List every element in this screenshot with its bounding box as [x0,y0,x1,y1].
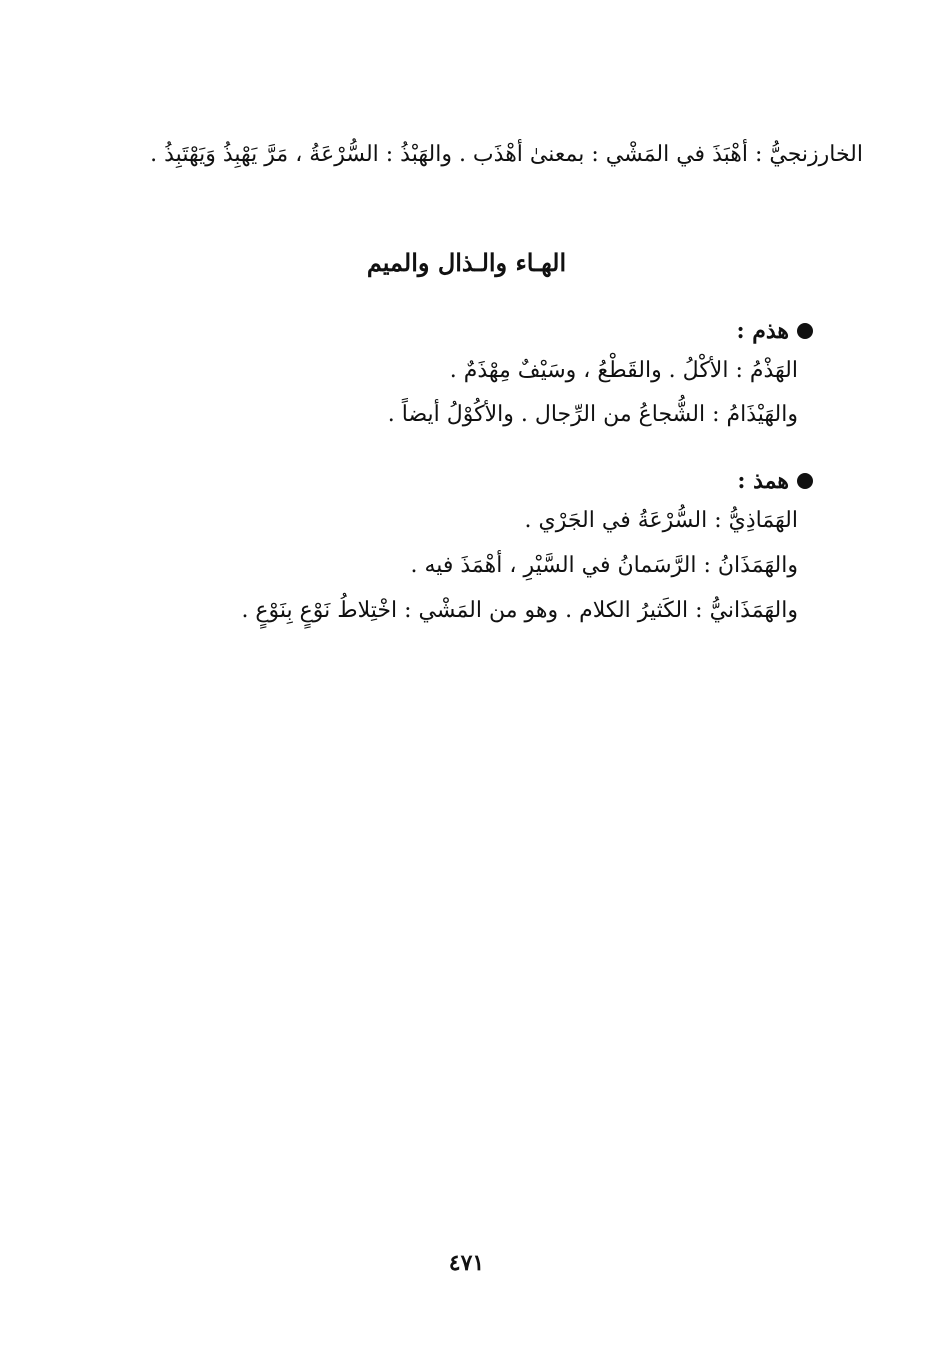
intro-paragraph: الخارزنجيُّ : أهْبَذَ في المَشْي : بمعنىٰ أهْذَب . والهَبْذُ : السُّرْعَةُ ، مَرَّ يَهْبِذُ وَيَهْتَبِذُ . [150,142,863,167]
section-title: الهـاء والـذال والميم [366,248,567,277]
entry-headword: همذ : [737,468,789,494]
entry-headword: هذم : [736,318,789,344]
entry-heading [737,468,813,494]
entry-line: الهَذْمُ : الأكْلُ . والقَطْعُ ، وسَيْفٌ مِهْذَمٌ . [449,358,798,383]
bullet-icon [797,323,813,339]
bullet-icon [797,473,813,489]
entry-line: والهَمَذَانُ : الرَّسَمانُ في السَّيْرِ ، أهْمَذَ فيه . [410,553,798,578]
page-number: ٤٧١ [448,1250,485,1276]
entry-heading [736,318,813,344]
entry-line: والهَمَذَانيُّ : الكَثيرُ الكلام . وهو من المَشْي : اخْتِلاطُ نَوْعٍ بِنَوْعٍ . [241,598,798,623]
entry-line: الهَمَاذِيُّ : السُّرْعَةُ في الجَرْي . [524,508,798,533]
entry-line: والهَيْذَامُ : الشُّجاعُ من الرِّجال . والأكُوْلُ أيضاً . [387,402,798,427]
